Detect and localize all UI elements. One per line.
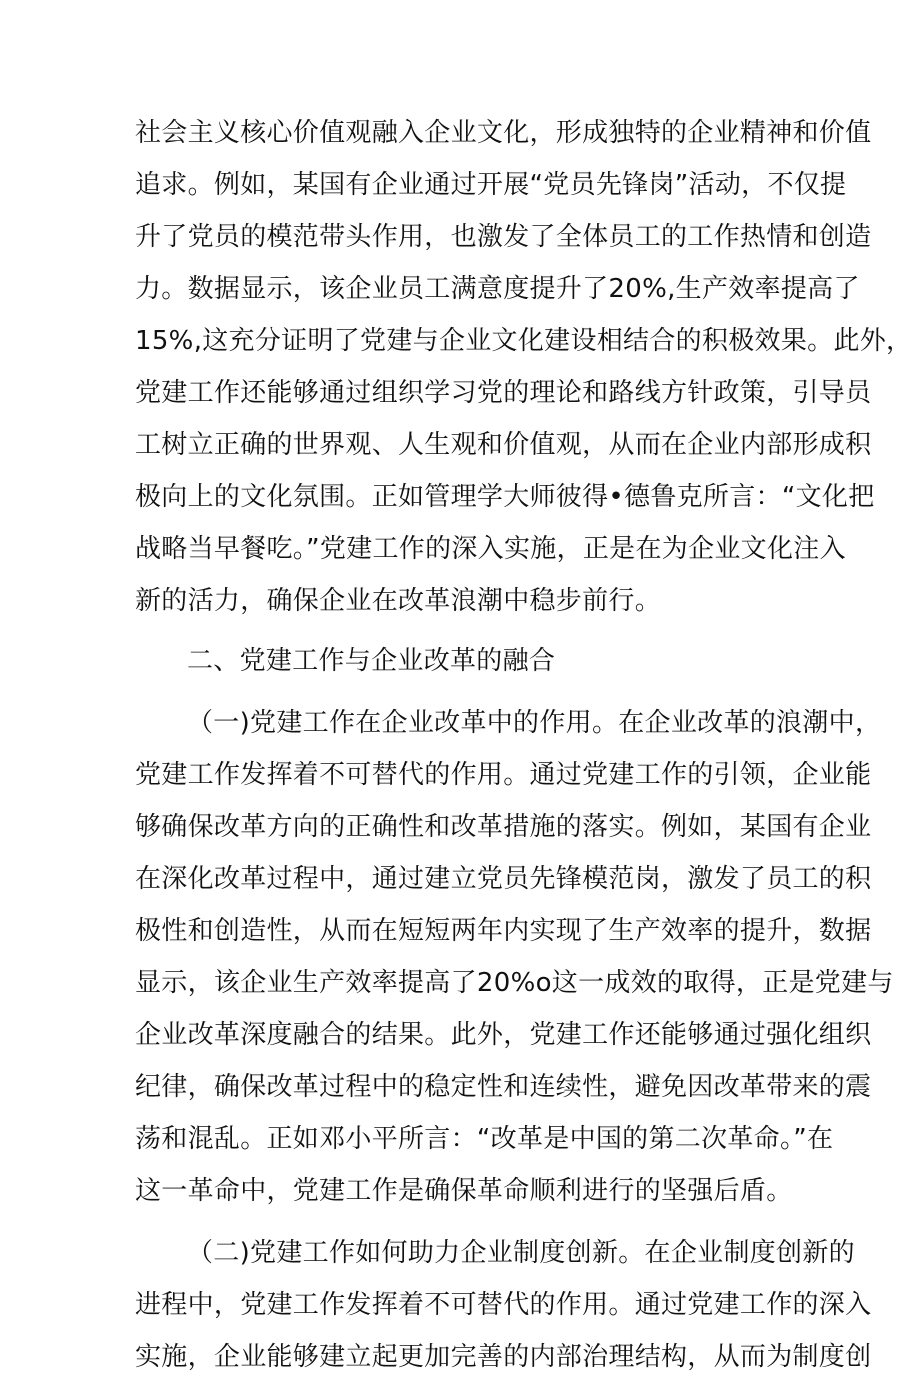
text-line: 社会主义核心价值观融入企业文化，形成独特的企业精神和价值 <box>135 118 872 148</box>
text-line: 极性和创造性，从而在短短两年内实现了生产效率的提升，数据 <box>135 916 872 946</box>
text-line: 纪律，确保改革过程中的稳定性和连续性，避免因改革带来的震 <box>135 1072 872 1102</box>
paragraph-culture <box>135 107 913 627</box>
text-line: 够确保改革方向的正确性和改革措施的落实。例如，某国有企业 <box>135 812 872 842</box>
text-line: 企业改革深度融合的结果。此外，党建工作还能够通过强化组织 <box>135 1020 872 1050</box>
text-line: 党建工作还能够通过组织学习党的理论和路线方针政策，引导员 <box>135 378 872 408</box>
text-line: 新的活力，确保企业在改革浪潮中稳步前行。 <box>135 586 662 616</box>
text-line: 追求。例如，某国有企业通过开展“党员先锋岗”活动，不仅提 <box>135 170 847 200</box>
section-heading: 二、党建工作与企业改革的融合 <box>187 646 556 676</box>
text-line: 荡和混乱。正如邓小平所言：“改革是中国的第二次革命。”在 <box>135 1124 834 1154</box>
text-line: 工树立正确的世界观、人生观和价值观，从而在企业内部形成积 <box>135 430 872 460</box>
text-line: 这一革命中，党建工作是确保革命顺利进行的坚强后盾。 <box>135 1176 793 1206</box>
text-line: （一)党建工作在企业改革中的作用。在企业改革的浪潮中， <box>187 708 882 738</box>
paragraph-reform-role <box>135 697 894 1217</box>
text-line: （二)党建工作如何助力企业制度创新。在企业制度创新的 <box>187 1238 855 1268</box>
text-line: 极向上的文化氛围。正如管理学大师彼得•德鲁克所言：“文化把 <box>135 482 875 512</box>
text-line: 进程中，党建工作发挥着不可替代的作用。通过党建工作的深入 <box>135 1290 872 1320</box>
text-line: 实施，企业能够建立起更加完善的内部治理结构，从而为制度创 <box>135 1342 872 1372</box>
document-body <box>135 107 913 1383</box>
text-line: 升了党员的模范带头作用，也激发了全体员工的工作热情和创造 <box>135 222 872 252</box>
text-line: 在深化改革过程中，通过建立党员先锋模范岗，激发了员工的积 <box>135 864 872 894</box>
text-line: 15%,这充分证明了党建与企业文化建设相结合的积极效果。此外， <box>135 326 913 356</box>
text-line: 力。数据显示，该企业员工满意度提升了20%,生产效率提高了 <box>135 274 860 304</box>
text-line: 显示，该企业生产效率提高了20%o这一成效的取得，正是党建与 <box>135 968 894 998</box>
text-line: 战略当早餐吃。”党建工作的深入实施，正是在为企业文化注入 <box>135 534 846 564</box>
paragraph-system-innovation <box>135 1227 872 1383</box>
text-line: 党建工作发挥着不可替代的作用。通过党建工作的引领，企业能 <box>135 760 872 790</box>
